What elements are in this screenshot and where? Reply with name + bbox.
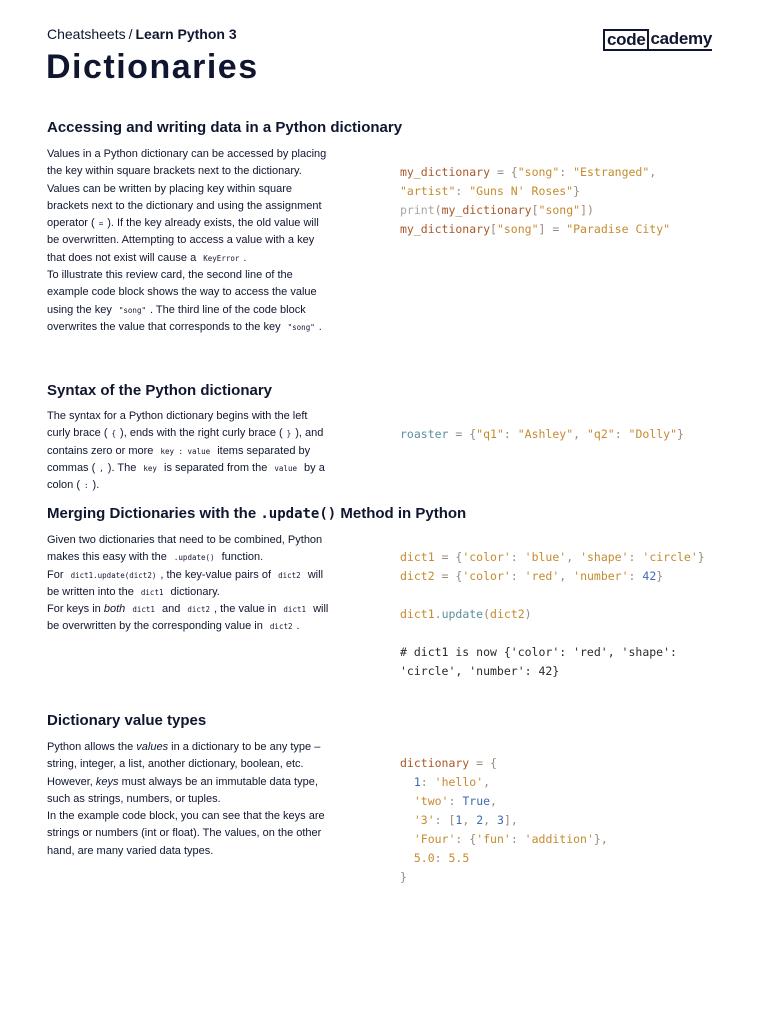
section-description-accessing (47, 146, 332, 336)
description-paragraph: In the example code block, you can see that the keys are strings or numbers (int or float). The values, on the other hand, are many varied data types. (47, 810, 325, 857)
code-block-merging: dict1 = {'color': 'blue', 'shape': 'circle'} dict2 = {'color': 'red', 'number': 42} dict1.update(dict2) # dict1 is now {'color': 'red', 'shape': 'circle', 'number': 42} (400, 550, 705, 678)
code-block-syntax: roaster = {"q1": "Ashley", "q2": "Dolly"} (400, 427, 684, 441)
description-paragraph: Given two dictionaries that need to be combined, Python makes this easy with the .update() function. (47, 534, 323, 564)
inline-code: dict1 (140, 587, 164, 597)
section-heading-accessing: Accessing and writing data in a Python dictionary (47, 119, 403, 136)
inline-code: dict1 (283, 605, 306, 615)
section-description-merging (47, 532, 332, 636)
heading-inline-code: .update() (260, 506, 337, 522)
section-heading-merging: Merging Dictionaries with the .update() Method in Python (47, 505, 467, 522)
inline-code: = (98, 219, 104, 229)
section-description-syntax (47, 408, 332, 494)
logo-code-box: code (603, 29, 649, 51)
inline-code: "song" (287, 322, 315, 332)
code-block-accessing: my_dictionary = {"song": "Estranged", "artist": "Guns N' Roses"} print(my_dictionary["song"]) my_dictionary["song"] = "Paradise City" (400, 165, 671, 236)
inline-code: key : value (160, 446, 211, 456)
description-paragraph: Values in a Python dictionary can be accessed by placing the key within square brackets next to the dictionary. Values can be written by placing key within square brackets next to the dictionary and using the assignment operator ( = ). If the key already exists, the old value will be overwritten. Attempting to access a value with a key that does not exist will cause a KeyError . (47, 148, 327, 264)
inline-code: KeyError (203, 253, 240, 263)
page-title: Dictionaries (46, 48, 259, 86)
inline-code: } (286, 429, 292, 439)
section-description-value-types (47, 739, 332, 860)
inline-code: dict1 (132, 605, 155, 615)
breadcrumb-parent-link[interactable]: Cheatsheets (47, 26, 126, 42)
inline-code: key (143, 463, 157, 473)
inline-code: dict2 (278, 570, 301, 580)
inline-code: value (274, 463, 297, 473)
breadcrumb (47, 26, 237, 42)
breadcrumb-separator: / (128, 26, 133, 42)
inline-code: dict1.update(dict2) (70, 570, 157, 580)
inline-code: .update() (173, 553, 215, 563)
codecademy-logo[interactable] (603, 29, 712, 51)
section-heading-value-types: Dictionary value types (47, 712, 207, 729)
breadcrumb-current: Learn Python 3 (135, 26, 237, 42)
section-heading-syntax: Syntax of the Python dictionary (47, 382, 273, 399)
description-paragraph: For keys in both dict1 and dict2 , the value in dict1 will be overwritten by the corresponding value in dict2 . (47, 603, 329, 633)
description-paragraph: The syntax for a Python dictionary begins with the left curly brace ( { ), ends with the right curly brace ( } ), and contains zero or more key : value items separated by commas ( , ). The key is separated from the value by a colon ( : ). (47, 410, 325, 492)
inline-code: dict2 (187, 605, 210, 615)
code-block-value-types: dictionary = { 1: 'hello', 'two': True, '3': [1, 2, 3], 'Four': {'fun': 'addition'}, 5.0: 5.5 } (400, 756, 608, 884)
inline-code: "song" (118, 305, 146, 315)
description-paragraph: Python allows the values in a dictionary to be any type – string, integer, a list, another dictionary, boolean, etc. However, keys must always be an immutable data type, such as strings, numbers, or tuples. (47, 741, 321, 805)
inline-code: { (111, 429, 117, 439)
inline-code: dict2 (269, 622, 293, 632)
logo-cademy: cademy (649, 29, 712, 51)
description-paragraph: To illustrate this review card, the second line of the example code block shows the way to access the value using the key "song" . The third line of the code block overwrites the value that corresponds to the key "song" . (47, 269, 322, 333)
inline-code: : (84, 481, 89, 491)
inline-code: , (99, 463, 104, 473)
description-paragraph: For dict1.update(dict2) , the key-value pairs of dict2 will be written into the dict1 dictionary. (47, 568, 324, 598)
